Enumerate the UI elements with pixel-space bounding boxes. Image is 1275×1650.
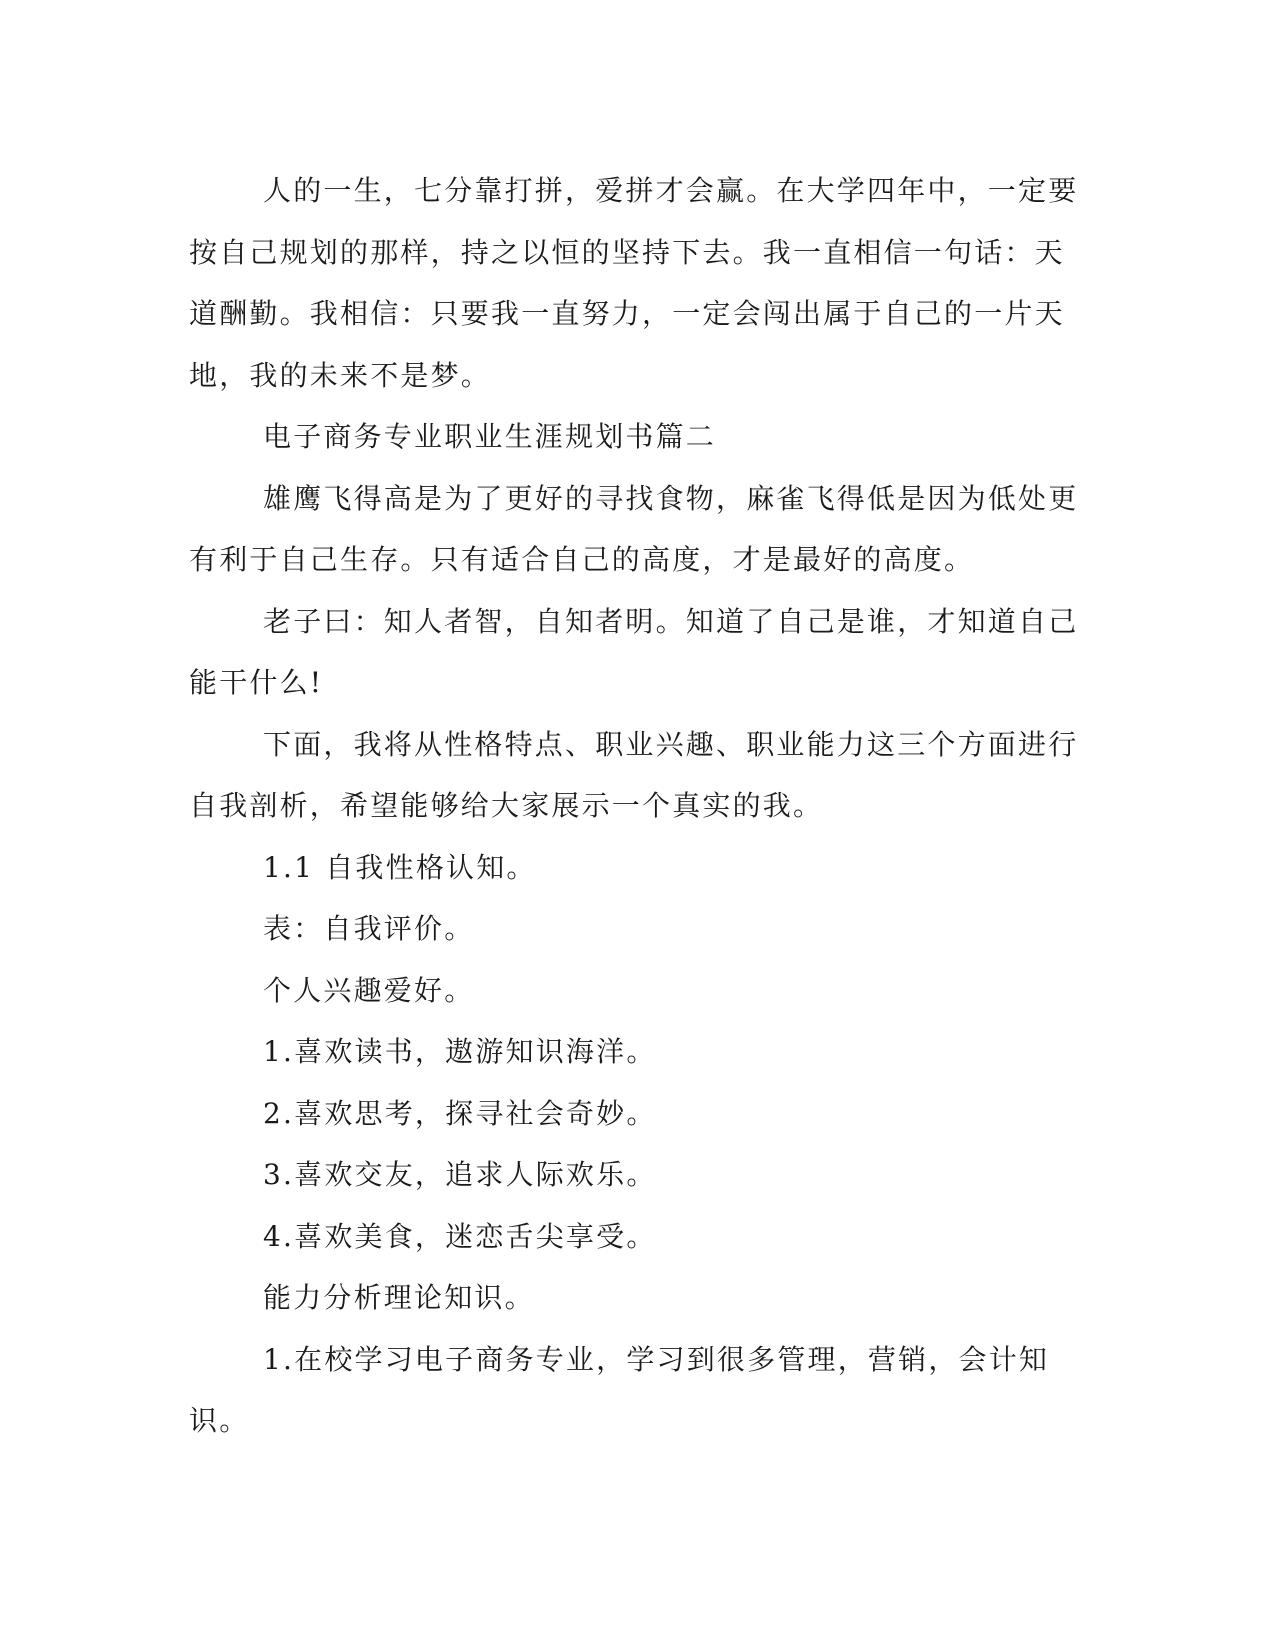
list-item: 3.喜欢交友，追求人际欢乐。	[263, 1158, 657, 1191]
list-item: 2.喜欢思考，探寻社会奇妙。	[263, 1096, 657, 1130]
document-body	[189, 160, 1084, 1452]
subheading-interests: 个人兴趣爱好。	[263, 973, 475, 1007]
table-caption: 表：自我评价。	[263, 912, 475, 945]
paragraph-eagle: 雄鹰飞得高是为了更好的寻找食物，麻雀飞得低是因为低处更有利于自己生存。只有适合自己的高度，才是最好的高度。	[189, 481, 1079, 576]
paragraph-laozi: 老子曰：知人者智，自知者明。知道了自己是谁，才知道自己能干什么!	[189, 604, 1079, 699]
subheading-personality: 1.1 自我性格认知。	[263, 850, 537, 884]
paragraph-intro-analysis: 下面，我将从性格特点、职业兴趣、职业能力这三个方面进行自我剖析，希望能够给大家展示一个真实的我。	[189, 727, 1079, 822]
section-heading: 电子商务专业职业生涯规划书篇二	[263, 420, 717, 453]
subheading-ability: 能力分析理论知识。	[263, 1281, 535, 1314]
paragraph-conclusion: 人的一生，七分靠打拼，爱拼才会赢。在大学四年中，一定要按自己规划的那样，持之以恒的坚持下去。我一直相信一句话：天道酬勤。我相信：只要我一直努力，一定会闯出属于自己的一片天地，我的未来不是梦。	[189, 174, 1079, 392]
list-item: 1.喜欢读书，遨游知识海洋。	[263, 1035, 657, 1068]
list-item: 4.喜欢美食，迷恋舌尖享受。	[263, 1219, 657, 1253]
list-item: 1.在校学习电子商务专业，学习到很多管理，营销，会计知识。	[189, 1342, 1050, 1437]
